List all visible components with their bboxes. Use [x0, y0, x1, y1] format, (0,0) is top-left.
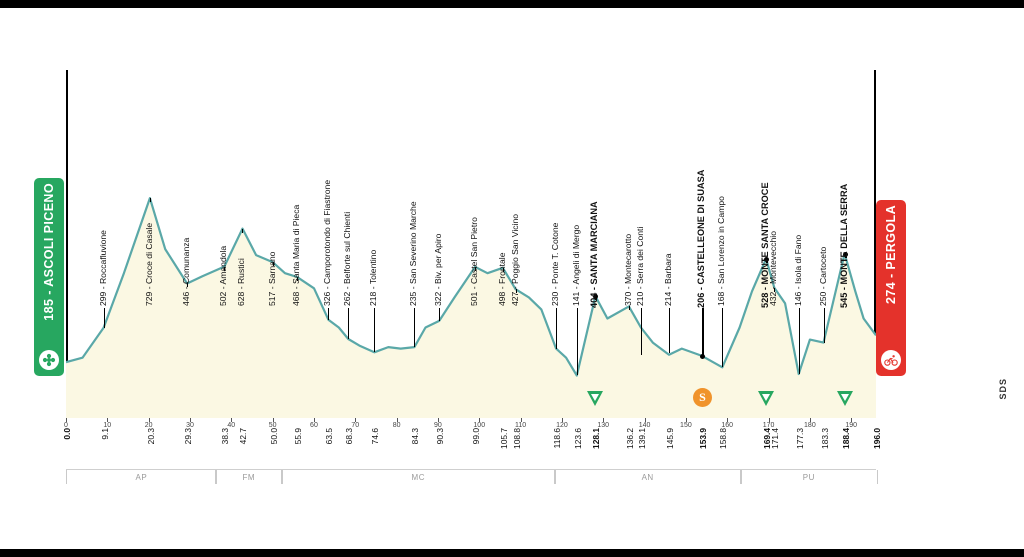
km-tick-label: 110 — [514, 422, 527, 429]
distance-label: 84.3 — [410, 428, 421, 445]
province-segment: AP — [66, 470, 217, 484]
leader-line — [722, 308, 723, 367]
km-tick-label: 40 — [227, 422, 236, 429]
leader-line — [577, 308, 578, 375]
leader-line — [629, 306, 630, 310]
point-label: 322 - Biv. per Apiro — [433, 233, 444, 306]
start-flower-icon — [39, 350, 59, 370]
distance-label: 55.9 — [293, 428, 303, 445]
point-label: 146 - Isola di Fano — [792, 234, 803, 306]
km-tick-label: 60 — [310, 422, 318, 429]
point-label: 141 - Angeli di Mergo — [570, 224, 581, 306]
distance-label: 196.0 — [872, 428, 882, 449]
km-tick-label: 80 — [392, 422, 401, 429]
km-tick-label: 140 — [638, 422, 651, 429]
gpm-marker[interactable] — [585, 388, 605, 408]
leader-line — [374, 308, 375, 352]
distance-label: 29.3 — [183, 428, 194, 445]
distance-label: 90.3 — [435, 428, 446, 445]
point-dot — [700, 354, 705, 359]
point-label: 370 - Montecarotto — [622, 233, 633, 306]
distance-label: 139.1 — [636, 428, 647, 449]
km-tick-label: 70 — [351, 422, 360, 429]
point-label: 218 - Tolentino — [368, 249, 379, 306]
province-segment: AN — [554, 470, 742, 484]
leader-line — [104, 308, 105, 328]
km-tick-label: 0 — [64, 422, 68, 429]
finish-label: 274 - PERGOLA — [884, 205, 898, 304]
screenshot-bottom-letterbox — [0, 549, 1024, 557]
gpm-marker[interactable] — [756, 388, 776, 408]
point-label: 210 - Serra dei Conti — [634, 226, 645, 306]
km-tick-label: 160 — [721, 422, 734, 429]
point-label: 299 - Roccafluvione — [97, 230, 108, 306]
km-tick-label: 190 — [845, 422, 858, 429]
distance-label: 123.6 — [572, 428, 583, 449]
leader-line — [799, 308, 800, 374]
point-label: 729 - Croce di Casale — [143, 222, 154, 306]
leader-line — [556, 308, 557, 349]
distance-label: 158.8 — [718, 428, 729, 449]
distance-label: 105.7 — [498, 428, 509, 449]
distance-label: 63.5 — [324, 428, 335, 445]
stage-profile-chart — [0, 8, 1024, 549]
distance-label: 99.0 — [471, 428, 482, 445]
km-tick-label: 10 — [103, 422, 112, 429]
point-label: 262 - Belforte sul Chienti — [342, 211, 353, 306]
province-segment: PU — [740, 470, 878, 484]
distance-label: 118.6 — [552, 428, 563, 449]
point-label: 498 - Frontale — [496, 252, 507, 306]
distance-label: 169.4 — [762, 428, 773, 449]
distance-label: 177.3 — [794, 428, 805, 449]
point-label: 206 - CASTELLEONE DI SUASA — [696, 169, 706, 308]
distance-label: 9.1 — [99, 428, 110, 440]
leader-line — [348, 308, 349, 339]
point-label: 517 - Sarnano — [266, 251, 277, 306]
distance-label: 50.0 — [268, 428, 279, 445]
leader-line — [702, 308, 704, 356]
finish-badge[interactable] — [876, 200, 906, 376]
screenshot-top-letterbox — [0, 0, 1024, 8]
distance-label: 20.3 — [145, 428, 156, 445]
point-label: 446 - Comunanza — [181, 237, 192, 306]
point-label: 235 - San Severino Marche — [408, 201, 419, 306]
point-label: 250 - Cartoceto — [817, 246, 828, 306]
start-badge[interactable] — [34, 178, 64, 376]
distance-label: 68.3 — [344, 428, 355, 445]
distance-label: 108.8 — [511, 428, 522, 449]
point-label: 168 - San Lorenzo in Campo — [716, 196, 727, 306]
province-segment: MC — [281, 470, 556, 484]
leader-line — [824, 308, 825, 343]
distance-label: 153.9 — [698, 428, 708, 449]
point-label: 545 - MONTE DELLA SERRA — [838, 183, 849, 308]
distance-label: 188.4 — [840, 428, 851, 449]
point-label: 501 - Castel San Pietro — [469, 217, 480, 306]
distance-label: 171.4 — [770, 428, 781, 449]
distance-label: 145.9 — [664, 428, 675, 449]
leader-line — [414, 308, 415, 347]
leader-line — [328, 308, 329, 320]
distance-label: 183.3 — [819, 428, 830, 449]
km-tick-label: 120 — [556, 422, 568, 429]
km-tick-label: 170 — [762, 422, 775, 429]
point-label: 528 - MONTE SANTA CROCE — [760, 182, 771, 308]
province-bar — [66, 470, 876, 484]
point-label: 502 - Amandola — [218, 245, 229, 306]
point-label: 628 - Rustici — [236, 258, 247, 306]
start-label: 185 - ASCOLI PICENO — [42, 183, 56, 321]
distance-label: 38.3 — [220, 428, 231, 445]
leader-line — [641, 308, 642, 355]
distance-label: 136.2 — [624, 428, 635, 449]
finish-cyclist-icon — [881, 350, 901, 370]
point-label: 468 - Santa Maria di Pieca — [291, 204, 301, 306]
km-tick-label: 150 — [680, 422, 692, 429]
distance-label: 42.7 — [238, 428, 249, 445]
km-tick-label: 30 — [186, 422, 194, 429]
km-tick-label: 50 — [268, 422, 277, 429]
point-label: 214 - Barbara — [662, 253, 673, 306]
point-label: 432 - Montevecchio — [768, 231, 779, 306]
km-tick-label: 100 — [473, 422, 486, 429]
point-label: 230 - Ponte T. Cotone — [550, 222, 561, 306]
km-tick-label: 90 — [434, 422, 442, 429]
point-label: 326 - Camporotondo di Fiastrone — [322, 179, 333, 306]
point-label: 404 - SANTA MARCIANA — [589, 201, 600, 308]
distance-label: 0.0 — [62, 428, 72, 440]
point-label: 427 - Poggio San Vicino — [509, 213, 520, 306]
leader-line — [439, 308, 440, 321]
sprint-marker[interactable]: S — [693, 388, 712, 407]
watermark: SDS — [998, 378, 1008, 400]
distance-label: 74.6 — [370, 428, 381, 445]
distance-label: 128.1 — [591, 428, 602, 449]
km-tick-label: 180 — [804, 422, 816, 429]
gpm-marker[interactable] — [835, 388, 855, 408]
km-tick-label: 130 — [597, 422, 610, 429]
km-tick-label: 20 — [144, 422, 153, 429]
province-segment: FM — [215, 470, 283, 484]
leader-line — [669, 308, 670, 353]
